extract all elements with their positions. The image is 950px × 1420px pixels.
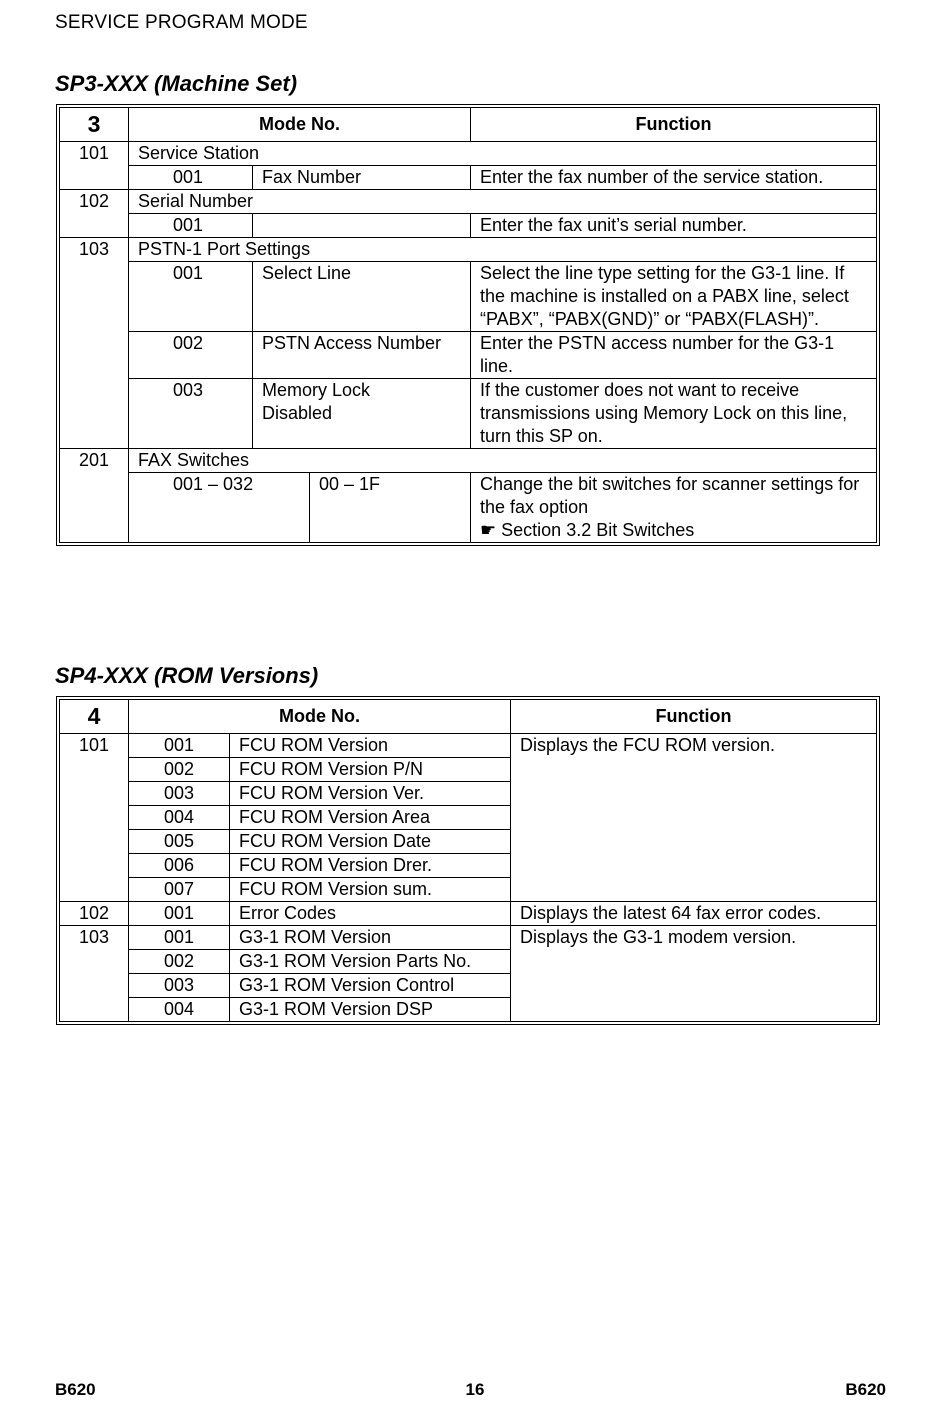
sub-number: 007: [129, 878, 230, 902]
sub-number: 001: [129, 902, 230, 926]
setting-name: FCU ROM Version Date: [230, 830, 511, 854]
function-text: Displays the FCU ROM version.: [511, 734, 877, 902]
table-row: [60, 166, 877, 190]
footer-model-right: B620: [845, 1380, 886, 1399]
setting-name: Error Codes: [230, 902, 511, 926]
sub-number: 002: [129, 950, 230, 974]
sp4-table: [59, 699, 877, 1022]
function-text: Enter the fax unit’s serial number.: [471, 214, 877, 238]
mode-number: 101: [60, 734, 129, 902]
table-row: [60, 902, 877, 926]
table-number-header: 3: [60, 108, 129, 142]
sp4-table-body: [60, 734, 877, 1022]
function-text: Enter the fax number of the service station.: [471, 166, 877, 190]
table-number-header: 4: [60, 700, 129, 734]
setting-name: G3-1 ROM Version DSP: [230, 998, 511, 1022]
function-text: Displays the G3-1 modem version.: [511, 926, 877, 1022]
sp4-section-title: SP4-XXX (ROM Versions): [55, 663, 319, 688]
setting-name: G3-1 ROM Version Control: [230, 974, 511, 998]
setting-name: G3-1 ROM Version Parts No.: [230, 950, 511, 974]
mode-number: 101: [60, 142, 129, 190]
setting-name: FCU ROM Version sum.: [230, 878, 511, 902]
table-row: [60, 142, 877, 166]
table-row: [60, 262, 877, 332]
setting-name: Select Line: [253, 262, 471, 332]
sub-number: 006: [129, 854, 230, 878]
sub-number: 004: [129, 998, 230, 1022]
function-text: Select the line type setting for the G3-1 line. If the machine is installed on a PABX line, select “PABX”, “PABX(GND)” or “PABX(FLASH)”.: [471, 262, 877, 332]
sub-number: 005: [129, 830, 230, 854]
footer-model-left: B620: [55, 1380, 96, 1399]
setting-name: [253, 214, 471, 238]
sub-number: 001: [129, 734, 230, 758]
setting-name: PSTN Access Number: [253, 332, 471, 379]
page-number: 16: [465, 1380, 485, 1399]
table-header-row: [60, 108, 877, 142]
setting-name: FCU ROM Version Area: [230, 806, 511, 830]
mode-group-label: Serial Number: [129, 190, 877, 214]
sub-number: 001: [129, 262, 253, 332]
setting-name: Memory Lock Disabled: [253, 379, 471, 449]
function-line: Change the bit switches for scanner settings for the fax option: [480, 474, 860, 517]
sub-number: 004: [129, 806, 230, 830]
page-header: SERVICE PROGRAM MODE: [55, 12, 308, 33]
sub-number: 002: [129, 758, 230, 782]
sp3-table: [59, 107, 877, 543]
section-reference: ☛ Section 3.2 Bit Switches: [480, 520, 695, 540]
table-row: [60, 449, 877, 473]
mode-number: 102: [60, 902, 129, 926]
function-header: Function: [471, 108, 877, 142]
function-text: If the customer does not want to receive transmissions using Memory Lock on this line, turn this SP on.: [471, 379, 877, 449]
table-row: [60, 214, 877, 238]
sp3-table-frame: [56, 104, 880, 546]
sp3-section-title: SP3-XXX (Machine Set): [55, 71, 298, 96]
mode-number: 103: [60, 238, 129, 449]
table-row: [60, 190, 877, 214]
mode-no-header: Mode No.: [129, 700, 511, 734]
setting-name: Fax Number: [253, 166, 471, 190]
setting-name: FCU ROM Version Drer.: [230, 854, 511, 878]
function-header: Function: [511, 700, 877, 734]
setting-name: FCU ROM Version: [230, 734, 511, 758]
table-row: [60, 734, 877, 758]
setting-name: FCU ROM Version Ver.: [230, 782, 511, 806]
mode-group-label: FAX Switches: [129, 449, 877, 473]
mode-number: 102: [60, 190, 129, 238]
table-row: [60, 926, 877, 950]
function-text: Enter the PSTN access number for the G3-1 line.: [471, 332, 877, 379]
sub-number: 001: [129, 214, 253, 238]
sub-number: 003: [129, 974, 230, 998]
table-header-row: [60, 700, 877, 734]
table-row: [60, 379, 877, 449]
sp4-table-frame: [56, 696, 880, 1025]
sub-number: 003: [129, 379, 253, 449]
sub-number: 001 – 032: [129, 473, 310, 543]
sub-number: 001: [129, 166, 253, 190]
table-row: [60, 238, 877, 262]
setting-name: G3-1 ROM Version: [230, 926, 511, 950]
setting-name: FCU ROM Version P/N: [230, 758, 511, 782]
table-row: [60, 473, 877, 543]
sub-number: 003: [129, 782, 230, 806]
mode-number: 103: [60, 926, 129, 1022]
setting-name: 00 – 1F: [310, 473, 471, 543]
sub-number: 002: [129, 332, 253, 379]
table-row: [60, 332, 877, 379]
sub-number: 001: [129, 926, 230, 950]
mode-number: 201: [60, 449, 129, 543]
mode-group-label: Service Station: [129, 142, 877, 166]
function-text: [471, 473, 877, 543]
function-text: Displays the latest 64 fax error codes.: [511, 902, 877, 926]
mode-no-header: Mode No.: [129, 108, 471, 142]
mode-group-label: PSTN-1 Port Settings: [129, 238, 877, 262]
